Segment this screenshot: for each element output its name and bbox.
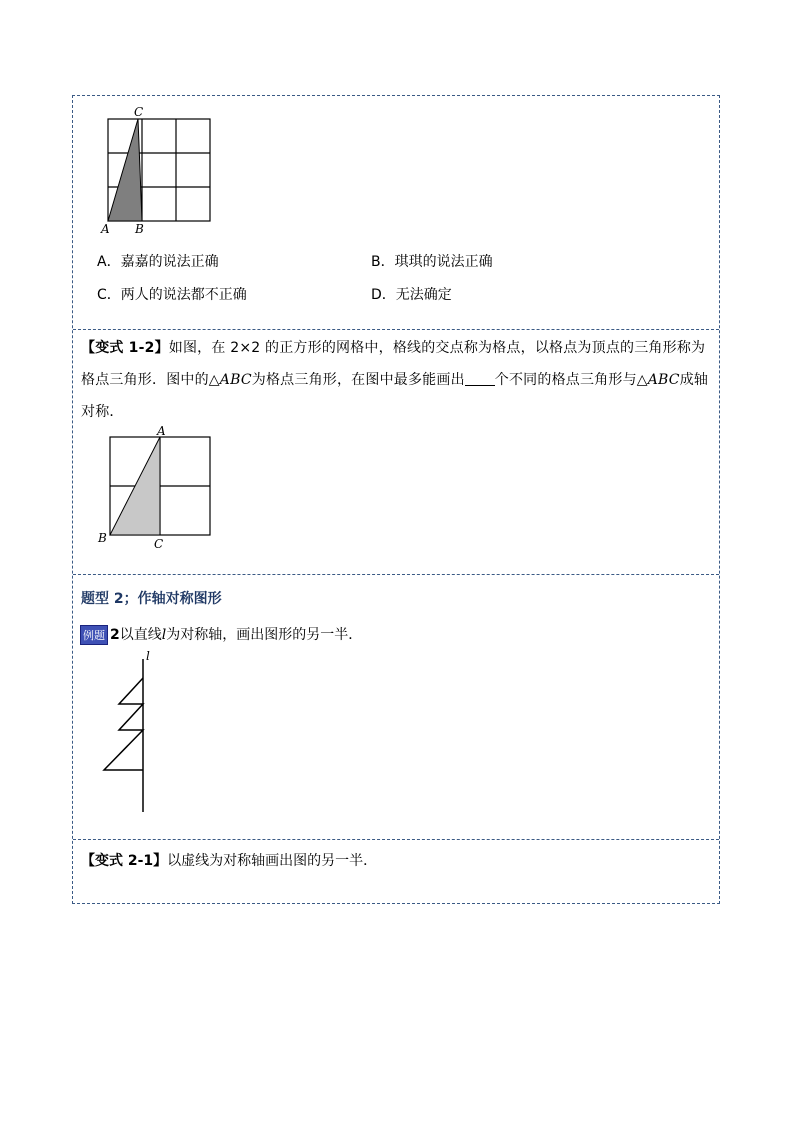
label-c: C (154, 537, 164, 551)
option-d: D．无法确定 (371, 287, 452, 303)
label-b: B (98, 531, 107, 545)
label-c: C (134, 105, 144, 119)
grid-figure-1 (101, 106, 241, 234)
answer-blank (465, 371, 495, 386)
section-divider (73, 574, 719, 575)
grid-figure-2 (97, 424, 247, 554)
section-heading: 题型 2；作轴对称图形 (81, 591, 222, 607)
example-2-question: 例题 2以直线l为对称轴，画出图形的另一半． (80, 624, 362, 645)
label-a: A (157, 424, 166, 438)
content-frame (72, 95, 720, 904)
label-a: A (101, 222, 110, 236)
section-divider (73, 839, 719, 840)
option-b: B．琪琪的说法正确 (371, 254, 493, 270)
variant-2-1-question: 【变式 2-1】以虚线为对称轴画出图的另一半． (81, 853, 378, 869)
example-tag: 例题 (80, 625, 108, 645)
half-figure (104, 678, 143, 770)
section-divider (73, 329, 719, 330)
option-a: A．嘉嘉的说法正确 (97, 254, 219, 270)
label-b: B (135, 222, 144, 236)
zigzag-figure (97, 649, 167, 814)
shaded-triangle-abc (108, 119, 142, 221)
axis-label: l (146, 649, 150, 663)
variant-1-2-question: 【变式 1-2】如图，在 2×2 的正方形的网格中，格线的交点称为格点，以格点为顶点的三角形称为格点三角形．图中的△ABC为格点三角形，在图中最多能画出 个不同的格点三角形与△ABC成轴对称． (81, 340, 709, 420)
option-c: C．两人的说法都不正确 (97, 287, 247, 303)
